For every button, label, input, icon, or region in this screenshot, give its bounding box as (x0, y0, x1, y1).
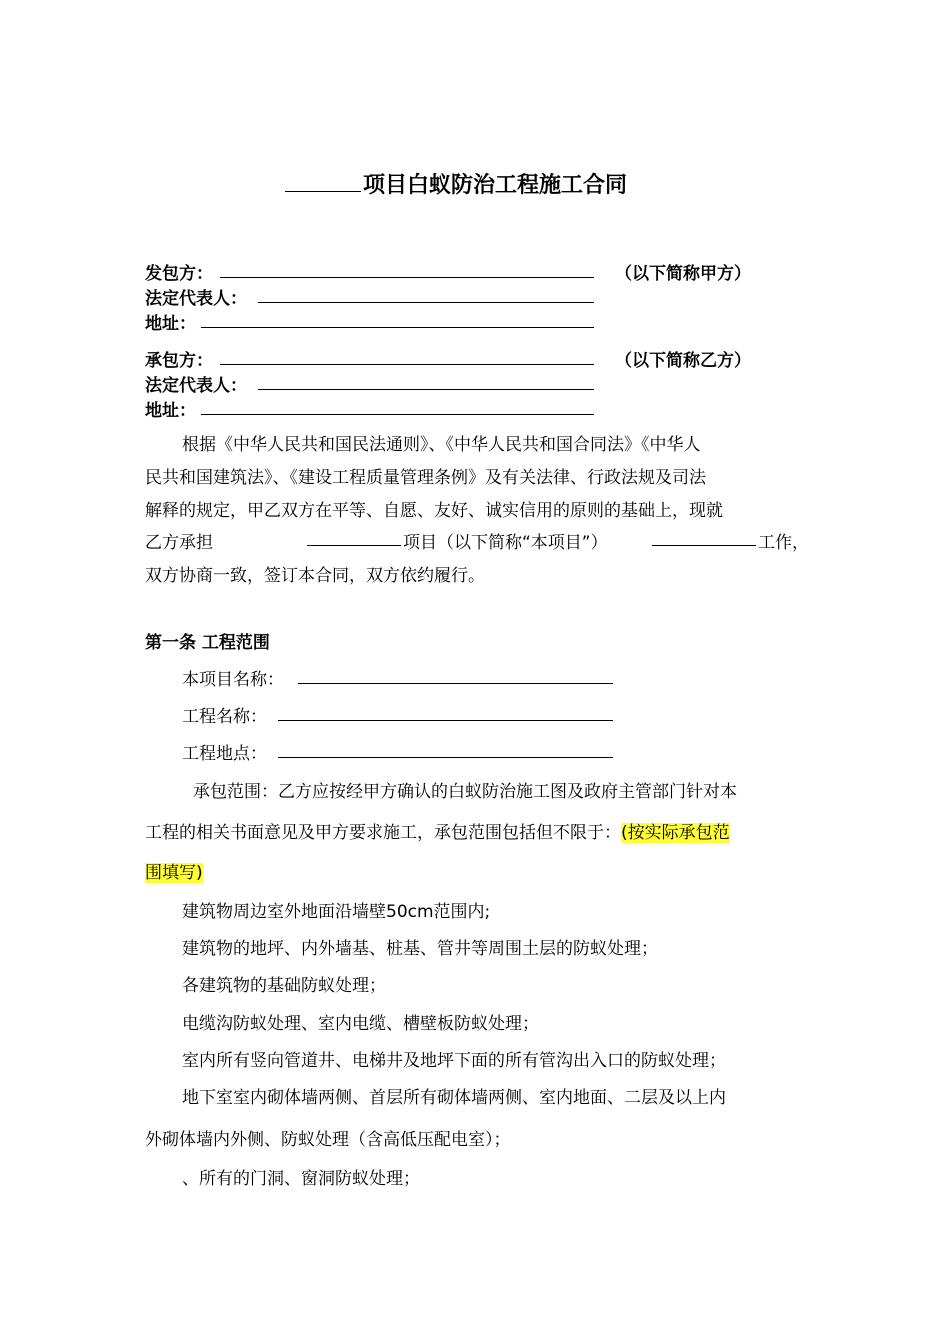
intro-line-4-end: 工作， (758, 533, 809, 553)
scope-item: 建筑物的地坪、内外墙基、桩基、管井等周围土层的防蚁处理； (182, 939, 658, 959)
party-b-address-label: 地址： (145, 401, 196, 421)
section-1-heading: 第一条 工程范围 (145, 633, 270, 653)
party-a-contractor-label: 发包方： (145, 264, 213, 284)
party-b-note: （以下简称乙方） (615, 351, 751, 371)
intro-line-4-middle: 项目（以下简称“本项目”） (403, 533, 608, 553)
title-blank (285, 171, 361, 192)
intro-line-3: 解释的规定，甲乙双方在平等、自愿、友好、诚实信用的原则的基础上，现就 (145, 501, 723, 521)
party-b-contractor-label: 承包方： (145, 351, 213, 371)
scope-line-1: 承包范围：乙方应按经甲方确认的白蚁防治施工图及政府主管部门针对本 (193, 782, 737, 802)
party-b-address-field[interactable] (201, 414, 594, 415)
party-a-rep-field[interactable] (258, 302, 594, 303)
document-title (285, 168, 627, 199)
party-b-rep-field[interactable] (258, 389, 594, 390)
party-b-contractor-field[interactable] (220, 364, 594, 365)
project-name-field[interactable] (298, 683, 613, 684)
scope-line-2-text: 工程的相关书面意见及甲方要求施工，承包范围包括但不限于： (145, 823, 621, 843)
project-name-label: 本项目名称： (182, 670, 284, 690)
party-b-rep-label: 法定代表人： (145, 376, 247, 396)
party-a-address-label: 地址： (145, 314, 196, 334)
scope-line-2 (145, 818, 730, 843)
party-a-rep-label: 法定代表人： (145, 289, 247, 309)
intro-project-blank[interactable] (307, 545, 401, 546)
work-site-field[interactable] (278, 757, 613, 758)
scope-item: 地下室室内砌体墙两侧、首层所有砌体墙两侧、室内地面、二层及以上内 (182, 1088, 726, 1108)
scope-item: 建筑物周边室外地面沿墙壁50cm范围内; (182, 902, 491, 922)
work-name-label: 工程名称： (182, 707, 267, 727)
scope-highlight-a: (按实际承包范 (621, 823, 730, 843)
intro-work-blank[interactable] (652, 545, 756, 546)
work-site-label: 工程地点： (182, 744, 267, 764)
party-a-note: （以下简称甲方） (615, 264, 751, 284)
work-name-field[interactable] (278, 720, 613, 721)
scope-item: 各建筑物的基础防蚁处理； (182, 976, 386, 996)
scope-item: 室内所有竖向管道井、电梯井及地坪下面的所有管沟出入口的防蚁处理； (182, 1051, 726, 1071)
scope-item: 外砌体墙内外侧、防蚁处理（含高低压配电室）； (145, 1130, 511, 1150)
scope-highlight-b: 围填写) (145, 863, 203, 883)
intro-line-4-start: 乙方承担 (145, 533, 213, 553)
scope-item: 、所有的门洞、窗洞防蚁处理； (182, 1169, 420, 1189)
scope-line-3 (145, 858, 203, 883)
intro-line-1: 根据《中华人民共和国民法通则》、《中华人民共和国合同法》《中华人 (182, 435, 701, 455)
intro-line-2: 民共和国建筑法》、《建设工程质量管理条例》及有关法律、行政法规及司法 (145, 468, 706, 488)
scope-item: 电缆沟防蚁处理、室内电缆、槽壁板防蚁处理； (182, 1014, 539, 1034)
party-a-address-field[interactable] (201, 327, 594, 328)
intro-line-5: 双方协商一致，签订本合同，双方依约履行。 (145, 566, 485, 586)
title-text: 项目白蚁防治工程施工合同 (363, 173, 628, 198)
party-a-contractor-field[interactable] (220, 277, 594, 278)
